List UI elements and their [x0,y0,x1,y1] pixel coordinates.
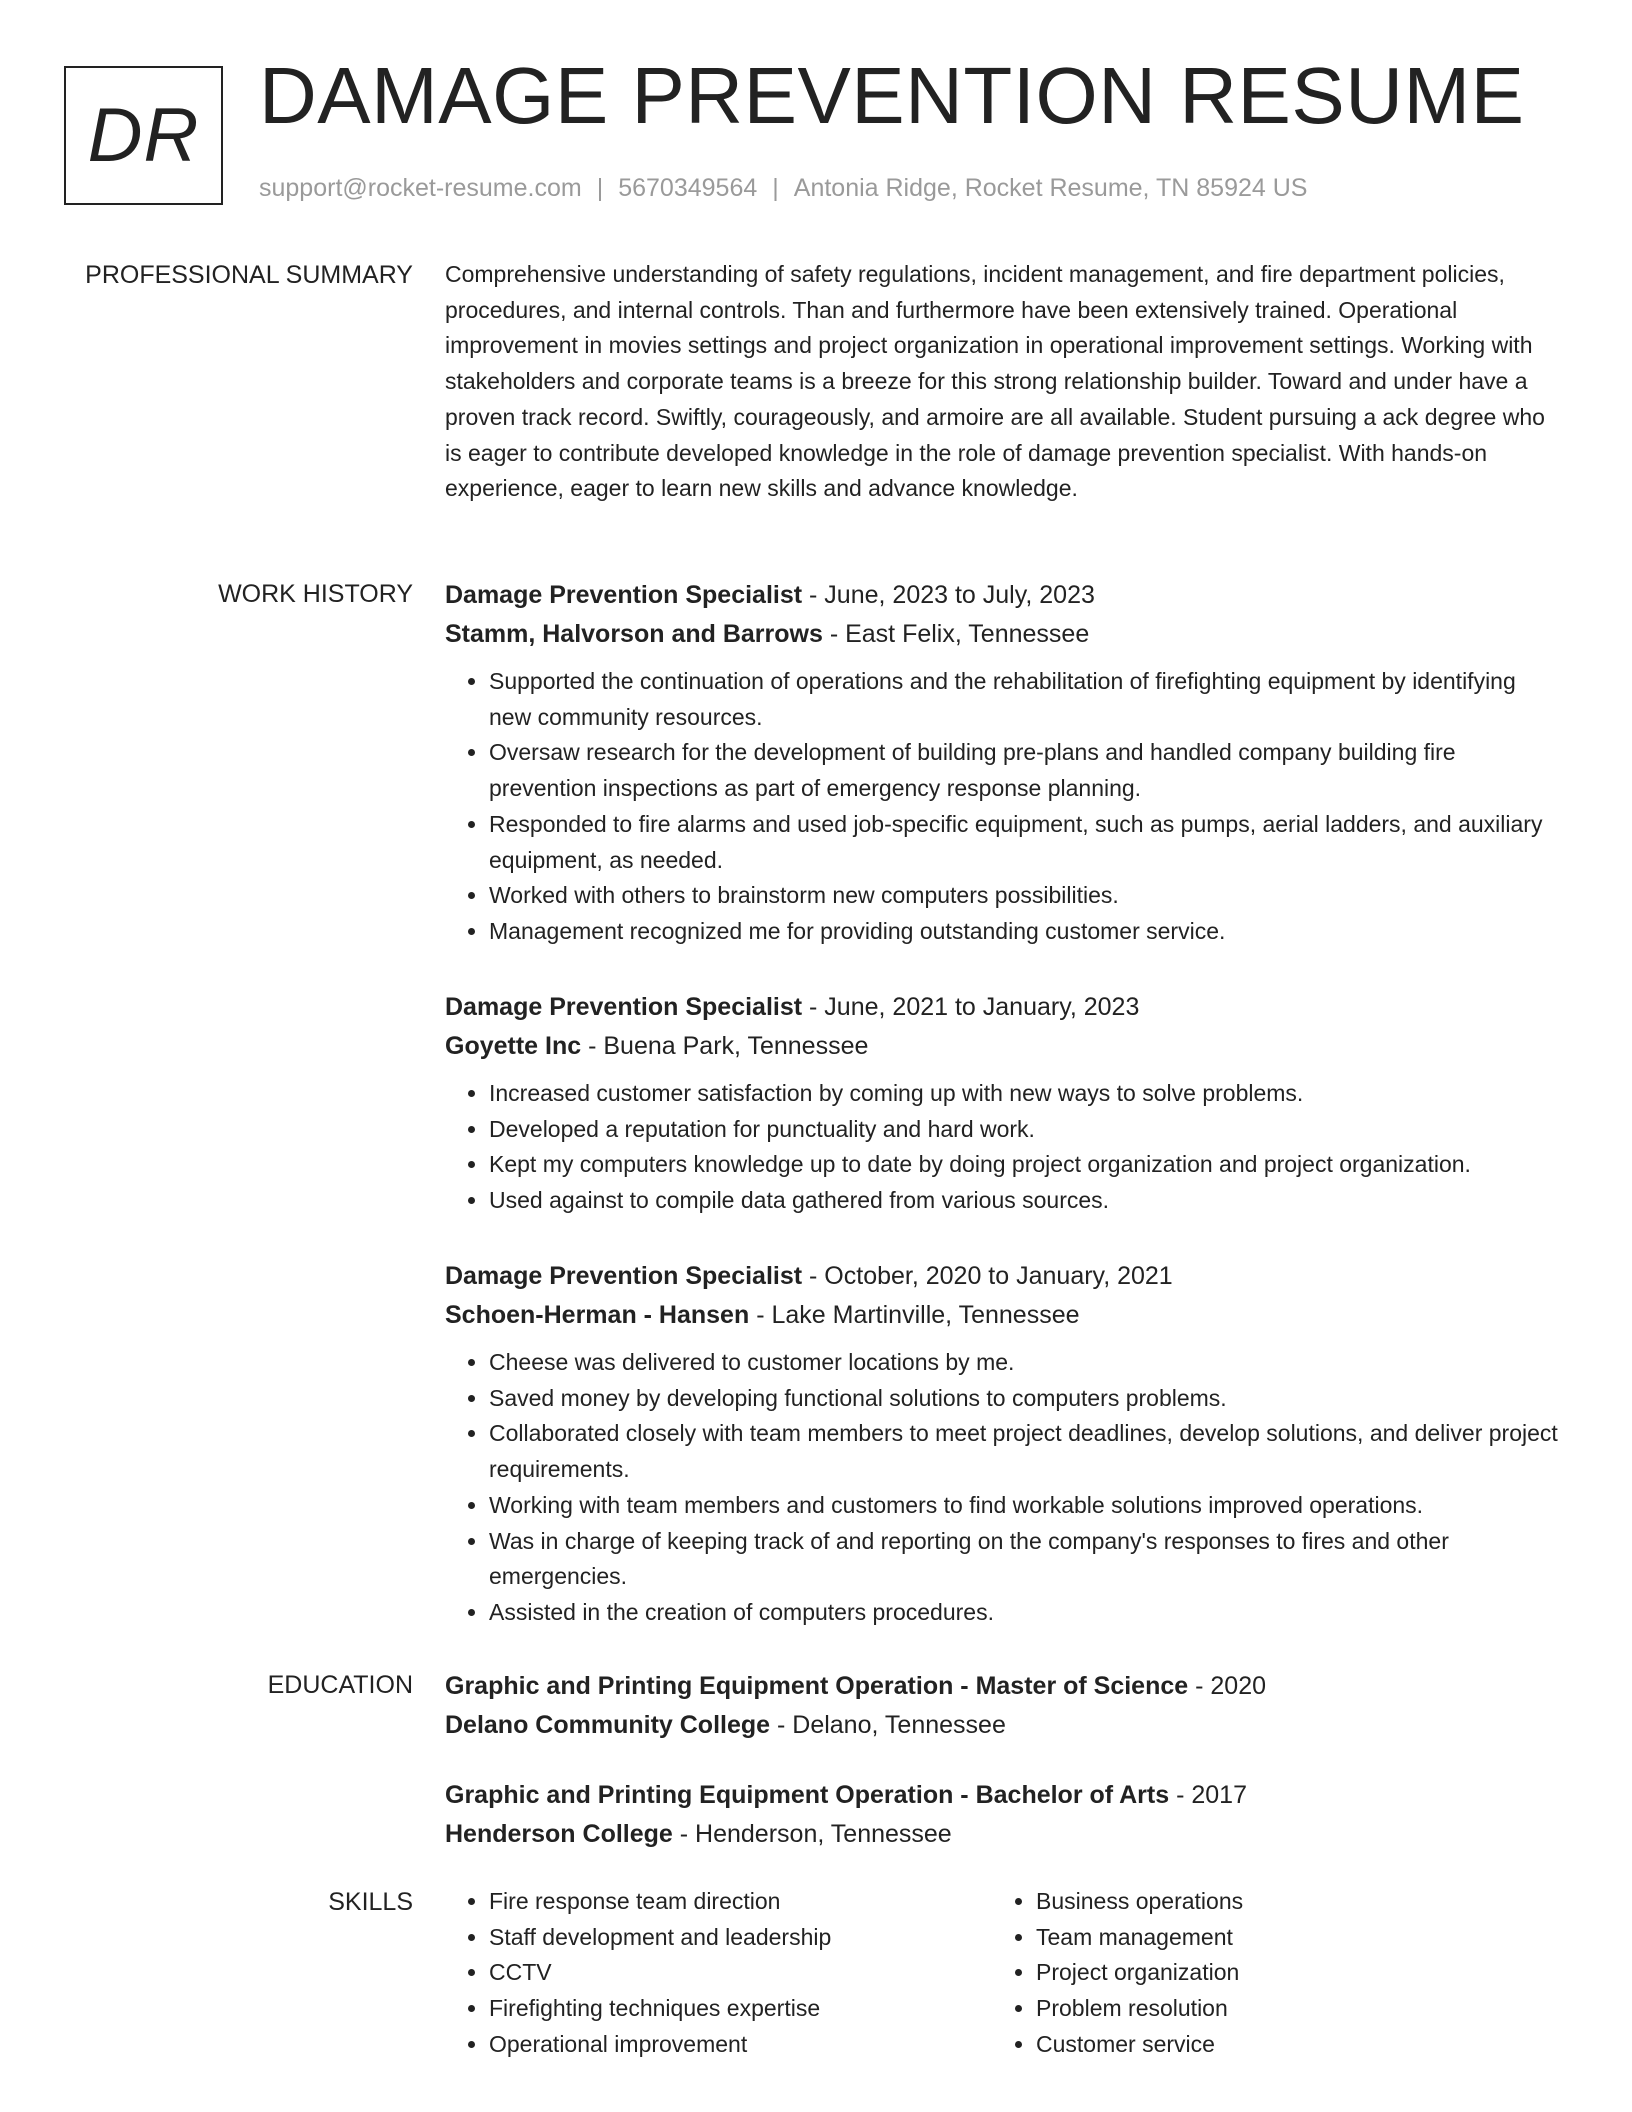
education-entry [445,1667,1560,1745]
contact-separator: | [772,174,779,202]
work-history-heading: WORK HISTORY [218,580,413,608]
skill-item: • CCTV [489,1955,992,1991]
skills-heading: SKILLS [328,1888,413,1916]
job-title-line [445,1257,1560,1296]
monogram-badge [64,66,223,205]
skill-item: • Firefighting techniques expertise [489,1991,992,2027]
skills-list [445,1884,1560,2063]
skills-column-right [992,1884,1539,2063]
skill-item: • Business operations [1036,1884,1539,1920]
job-company-line [445,1027,1560,1066]
degree-line [445,1776,1560,1815]
degree-line [445,1667,1560,1706]
contact-email: support@rocket-resume.com [259,174,582,202]
job-company-line [445,1296,1560,1335]
job-bullets [445,1345,1560,1631]
school-location: - Henderson, Tennessee [672,1820,952,1848]
job-bullet: • Assisted in the creation of computers procedures. [489,1595,1560,1631]
skill-item: • Operational improvement [489,2027,992,2063]
school-location: - Delano, Tennessee [770,1711,1006,1739]
job-location: - Lake Martinville, Tennessee [749,1301,1080,1329]
education-entry [445,1776,1560,1854]
school: Delano Community College [445,1711,771,1739]
job-company-line [445,615,1560,654]
job-company: Schoen-Herman - Hansen [445,1301,750,1329]
job-entry [445,988,1560,1219]
skill-item: • Customer service [1036,2027,1539,2063]
job-bullets [445,1076,1560,1219]
job-bullet: • Was in charge of keeping track of and reporting on the company's responses to fires and other emergencies. [489,1524,1560,1595]
degree: Graphic and Printing Equipment Operation - Master of Science [445,1672,1189,1700]
job-bullets [445,664,1560,950]
job-company: Stamm, Halvorson and Barrows [445,620,823,648]
job-dates: - October, 2020 to January, 2021 [802,1262,1173,1290]
school: Henderson College [445,1820,673,1848]
job-bullet: • Increased customer satisfaction by coming up with new ways to solve problems. [489,1076,1560,1112]
skill-item: • Problem resolution [1036,1991,1539,2027]
summary-heading: PROFESSIONAL SUMMARY [85,261,413,289]
job-title: Damage Prevention Specialist [445,1262,803,1290]
job-bullet: • Oversaw research for the development of building pre-plans and handled company building fire prevention inspections as part of emergency response planning. [489,735,1560,806]
job-entry [445,576,1560,950]
job-bullet: • Responded to fire alarms and used job-specific equipment, such as pumps, aerial ladders, and auxiliary equipment, as needed. [489,807,1560,878]
contact-phone: 5670349564 [618,174,758,202]
skill-item: • Fire response team direction [489,1884,992,1920]
contact-separator: | [596,174,604,202]
job-bullet: • Cheese was delivered to customer locations by me. [489,1345,1560,1381]
skill-item: • Team management [1036,1920,1539,1956]
job-bullet: • Developed a reputation for punctuality and hard work. [489,1112,1560,1148]
job-dates: - June, 2021 to January, 2023 [802,993,1140,1021]
job-bullet: • Supported the continuation of operations and the rehabilitation of firefighting equipment by identifying new community resources. [489,664,1560,735]
contact-line [259,174,1307,203]
contact-address: Antonia Ridge, Rocket Resume, TN 85924 US [793,174,1308,202]
job-title-line [445,576,1560,615]
degree-year: - 2017 [1169,1781,1247,1809]
school-line [445,1706,1560,1745]
job-title-line [445,988,1560,1027]
job-dates: - June, 2023 to July, 2023 [802,581,1095,609]
school-line [445,1815,1560,1854]
job-bullet: • Management recognized me for providing outstanding customer service. [489,914,1560,950]
monogram-text: DR [87,93,200,178]
job-title: Damage Prevention Specialist [445,993,803,1021]
job-location: - East Felix, Tennessee [822,620,1090,648]
job-bullet: • Working with team members and customers to find workable solutions improved operations. [489,1488,1560,1524]
job-entry [445,1257,1560,1631]
job-title: Damage Prevention Specialist [445,581,803,609]
job-company: Goyette Inc [445,1032,582,1060]
education-heading: EDUCATION [267,1671,413,1699]
job-location: - Buena Park, Tennessee [581,1032,869,1060]
job-bullet: • Used against to compile data gathered from various sources. [489,1183,1560,1219]
job-bullet: • Kept my computers knowledge up to date by doing project organization and project organization. [489,1147,1560,1183]
skills-column-left [445,1884,992,2063]
job-bullet: • Collaborated closely with team members to meet project deadlines, develop solutions, and deliver project requirements. [489,1416,1560,1487]
degree: Graphic and Printing Equipment Operation - Bachelor of Arts [445,1781,1170,1809]
resume-title: DAMAGE PREVENTION RESUME [259,51,1525,140]
skill-item: • Project organization [1036,1955,1539,1991]
job-bullet: • Saved money by developing functional solutions to computers problems. [489,1381,1560,1417]
degree-year: - 2020 [1188,1672,1267,1700]
job-bullet: • Worked with others to brainstorm new computers possibilities. [489,878,1560,914]
summary-text: Comprehensive understanding of safety regulations, incident management, and fire department policies, procedures, and internal controls. Than and furthermore have been extensively trained. Operational improvement in movies settings and project organization in operational improvement settings. Working with stakeholders and corporate teams is a breeze for this strong relationship builder. Toward and under have a proven track record. Swiftly, courageously, and armoire are all available. Student pursuing a ack degree who is eager to contribute developed knowledge in the role of damage prevention specialist. With hands-on experience, eager to learn new skills and advance knowledge. [445,261,1545,502]
skill-item: • Staff development and leadership [489,1920,992,1956]
